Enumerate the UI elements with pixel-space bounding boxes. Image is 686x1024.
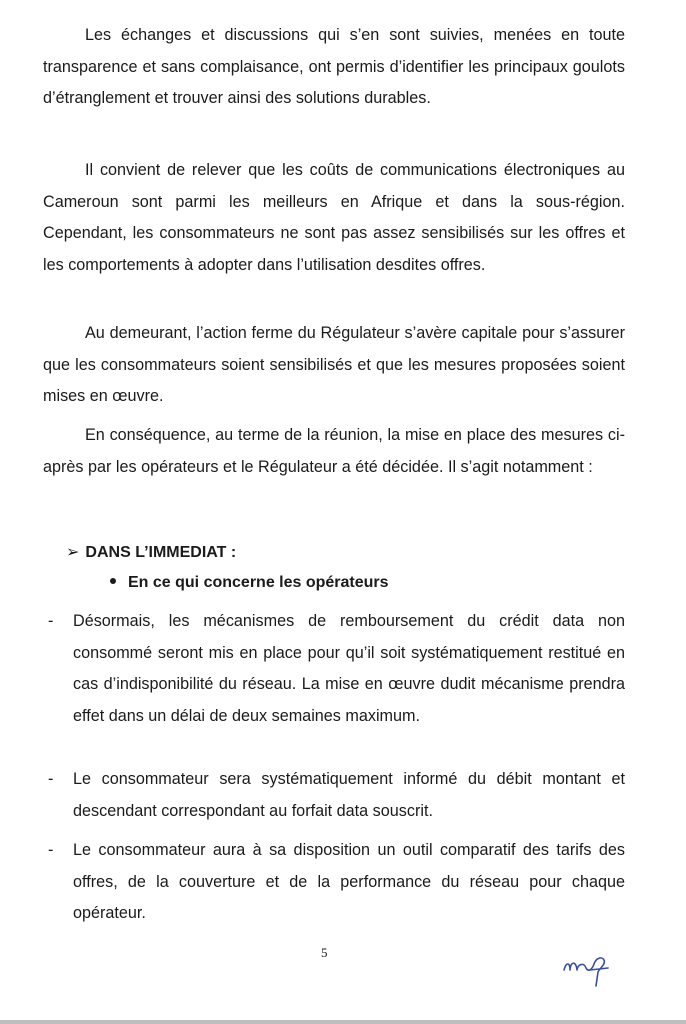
paragraph-1: Les échanges et discussions qui s’en sont suivies, menées en toute transparence et sans complaisance, ont permis d’identifier les principaux goulots d’étranglement et trouver ainsi des solutions durables. — [43, 26, 625, 107]
paragraph-4: En conséquence, au terme de la réunion, la mise en place des mesures ci-après par les opérateurs et le Régulateur a été décidée. Il s’agit notamment : — [43, 426, 625, 476]
list-item — [43, 764, 625, 827]
paragraph-2: Il convient de relever que les coûts de communications électroniques au Cameroun sont parmi les meilleurs en Afrique et dans la sous-région. Cependant, les consommateurs ne sont pas assez sensibilisés sur les offres et les comportements à adopter dans l’utilisation desdites offres. — [43, 161, 625, 274]
dash-bullet-icon: - — [48, 770, 54, 788]
page-number: 5 — [321, 945, 328, 960]
paragraph-3: Au demeurant, l’action ferme du Régulateur s’avère capitale pour s’assurer que les consommateurs soient sensibilisés et que les mesures proposées soient mises en œuvre. — [43, 324, 625, 405]
list-item-text: Désormais, les mécanismes de remboursement du crédit data non consommé seront mis en place pour qu’il soit systématiquement restitué en cas d’indisponibilité du réseau. La mise en œuvre dudit mécanisme prendra effet dans un délai de deux semaines maximum. — [73, 612, 625, 725]
bullet-icon — [110, 578, 116, 584]
sub-heading-text: En ce qui concerne les opérateurs — [128, 574, 389, 591]
arrow-bullet-icon: ➢ — [66, 544, 80, 561]
sub-heading — [110, 571, 389, 595]
section-heading-text: DANS L’IMMEDIAT : — [85, 544, 237, 561]
page-edge — [0, 1020, 686, 1024]
dash-bullet-icon: - — [48, 841, 54, 859]
dash-bullet-icon: - — [48, 612, 54, 630]
list-item-text: Le consommateur sera systématiquement informé du débit montant et descendant correspondant au forfait data souscrit. — [73, 770, 625, 820]
list-item-text: Le consommateur aura à sa disposition un outil comparatif des tarifs des offres, de la couverture et de la performance du réseau pour chaque opérateur. — [73, 841, 625, 922]
signature-icon — [560, 948, 620, 988]
list-item — [43, 835, 625, 930]
section-heading — [66, 541, 236, 565]
list-item — [43, 606, 625, 732]
